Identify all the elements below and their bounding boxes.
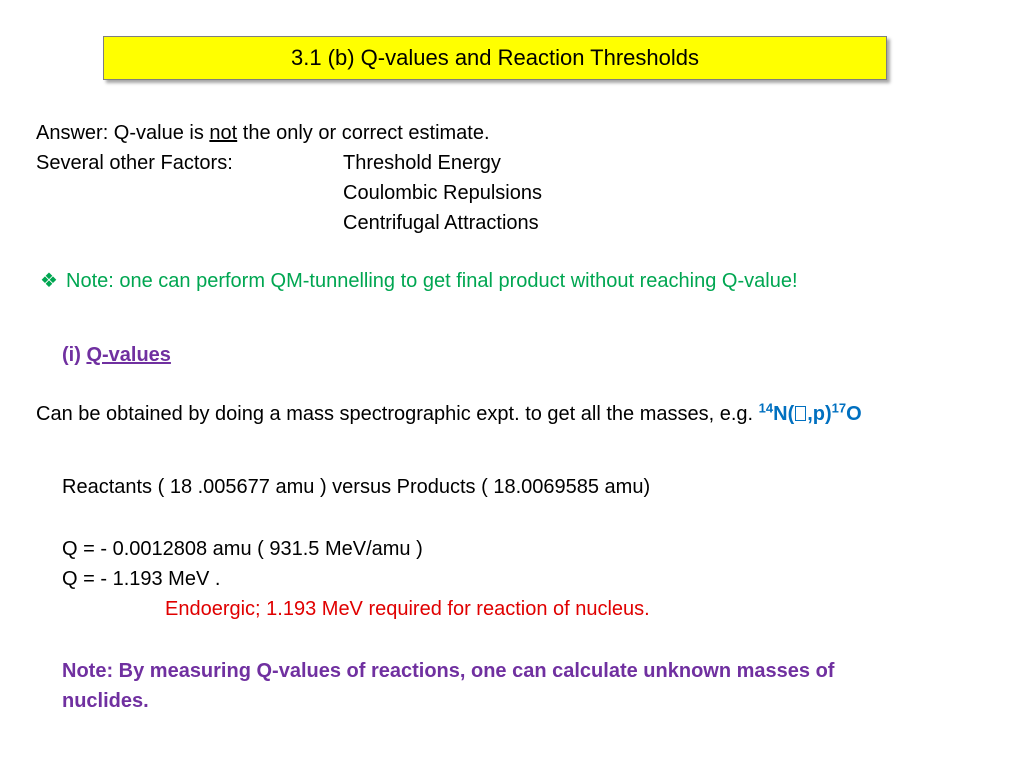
factor-item: Threshold Energy xyxy=(343,152,501,174)
reactants-line: Reactants ( 18 .005677 amu ) versus Products ( 18.0069585 amu) xyxy=(62,476,651,498)
reaction-formula xyxy=(758,400,862,425)
slide-title: 3.1 (b) Q-values and Reaction Thresholds xyxy=(290,45,700,70)
section-label: Q-values xyxy=(86,344,171,366)
q-line-mev: Q = - 1.193 MeV . xyxy=(62,568,221,590)
note-tunnelling xyxy=(40,269,798,293)
factors-label: Several other Factors: xyxy=(36,152,233,174)
note-masses-line2: nuclides. xyxy=(62,690,149,712)
note-tunnelling-text: Note: one can perform QM-tunnelling to get final product without reaching Q-value! xyxy=(66,270,798,292)
answer-line xyxy=(36,121,490,145)
reaction-part: N( xyxy=(773,403,795,425)
q-line-amu: Q = - 0.0012808 amu ( 931.5 MeV/amu ) xyxy=(62,538,423,560)
factor-item: Coulombic Repulsions xyxy=(343,182,542,204)
obtained-text: Can be obtained by doing a mass spectrographic expt. to get all the masses, e.g. xyxy=(36,403,759,425)
obtained-line xyxy=(36,402,862,426)
factor-item: Centrifugal Attractions xyxy=(343,212,539,234)
mass-number-o: 17 xyxy=(831,400,847,416)
reaction-part: ,p) xyxy=(807,403,832,425)
answer-emph: not xyxy=(209,122,238,144)
section-heading xyxy=(62,343,171,367)
endoergic-line: Endoergic; 1.193 MeV required for reaction of nucleus. xyxy=(165,598,650,620)
slide-title-box xyxy=(103,36,887,80)
answer-prefix: Answer: Q-value is xyxy=(36,122,210,144)
diamond-bullet-icon: ❖ xyxy=(40,270,58,292)
note-masses-line1: Note: By measuring Q-values of reactions, one can calculate unknown masses of xyxy=(62,660,835,682)
mass-number-n: 14 xyxy=(758,400,774,416)
missing-glyph-icon xyxy=(795,406,806,421)
section-prefix: (i) xyxy=(62,344,87,366)
reaction-part: O xyxy=(846,403,862,425)
answer-suffix: the only or correct estimate. xyxy=(237,122,490,144)
